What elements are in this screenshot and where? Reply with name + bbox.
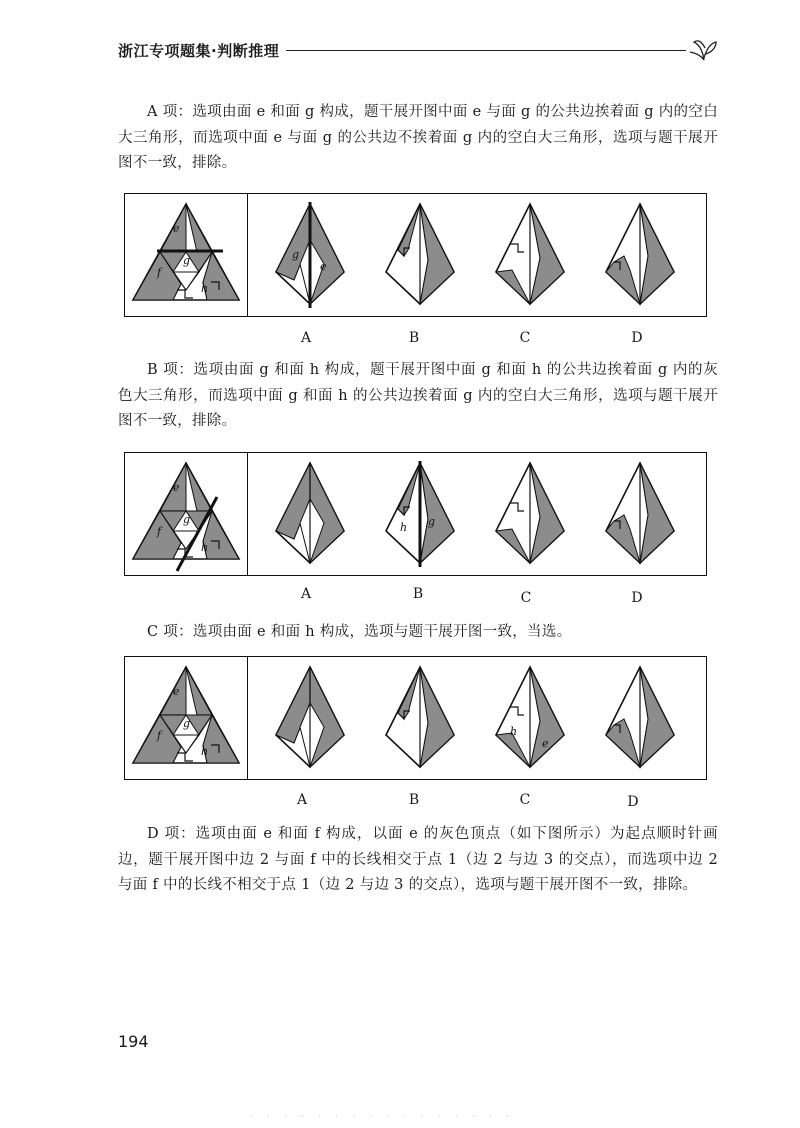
- running-header: [118, 34, 728, 64]
- net-svg: [125, 453, 247, 575]
- net-label-g: g: [183, 717, 191, 730]
- option-b-shape: [380, 200, 460, 310]
- option-face-label: g: [292, 248, 300, 261]
- option-label-c: C: [519, 792, 531, 808]
- net-label-e: e: [173, 685, 180, 698]
- option-label-a: A: [300, 586, 312, 602]
- option-d-shape: [600, 459, 680, 569]
- option-a-shape: [270, 459, 350, 569]
- net-label-f: f: [157, 525, 162, 538]
- option-b-shape: [380, 663, 460, 773]
- net-label-f: f: [157, 266, 162, 279]
- net-label-h: h: [201, 282, 209, 295]
- option-face-label: h: [510, 725, 518, 738]
- option-c-shape: [490, 200, 570, 310]
- header-title: 浙江专项题集·判断推理: [118, 42, 280, 60]
- paragraph-option-b: B 项：选项由面 g 和面 h 构成，题干展开图中面 g 和面 h 的公共边挨着面 g 内的灰色大三角形，而选项中面 g 和面 h 的公共边挨着面 g 内的空白大三角形，选项与题干展开图不一致，排除。: [118, 362, 718, 429]
- option-label-b: B: [408, 330, 420, 346]
- sprout-icon: [686, 34, 720, 62]
- net-label-g: g: [183, 254, 191, 267]
- option-a-shape: [270, 663, 350, 773]
- net-label-f: f: [157, 729, 162, 742]
- options-panel: [247, 193, 707, 317]
- option-b-shape: [380, 459, 460, 569]
- option-label-d: D: [631, 330, 643, 346]
- figure-1: [124, 193, 708, 317]
- page-number: 194: [118, 1032, 149, 1051]
- option-label-a: A: [300, 330, 312, 346]
- scan-noise: · · · · · · · · · · · · · · · ·: [250, 1112, 515, 1121]
- option-d-shape: [600, 663, 680, 773]
- option-label-c: C: [519, 330, 531, 346]
- option-c-shape: [490, 459, 570, 569]
- option-face-label: e: [320, 260, 327, 273]
- option-face-label: g: [428, 515, 436, 528]
- options-panel: [247, 656, 707, 780]
- paragraph-option-d: D 项：选项由面 e 和面 f 构成，以面 e 的灰色顶点（如下图所示）为起点顺时针画边，题干展开图中边 2 与面 f 中的长线相交于点 1（边 2 与边 3 的交点），而选项中边 2 与面 f 中的长线不相交于点 1（边 2 与边 3 的交点），选项与题干展开图不一致，排除。: [118, 826, 718, 893]
- net-label-e: e: [173, 222, 180, 235]
- net-label-h: h: [201, 541, 209, 554]
- net-diagram: [124, 452, 248, 576]
- options-panel: [247, 452, 707, 576]
- paragraph-option-a: A 项：选项由面 e 和面 g 构成，题干展开图中面 e 与面 g 的公共边挨着面 g 内的空白大三角形，而选项中面 e 与面 g 的公共边不挨着面 g 内的空白大三角形，选项与题干展开图不一致，排除。: [118, 104, 718, 171]
- net-label-e: e: [173, 481, 180, 494]
- paragraph-option-c: C 项：选项由面 e 和面 h 构成，选项与题干展开图一致，当选。: [147, 624, 572, 640]
- option-label-b: B: [412, 586, 424, 602]
- net-label-g: g: [183, 513, 191, 526]
- net-diagram: [124, 193, 248, 317]
- option-a-shape: [270, 200, 350, 310]
- net-label-h: h: [201, 745, 209, 758]
- net-svg: [125, 657, 247, 779]
- figure-2: [124, 452, 708, 576]
- header-rule: [286, 50, 686, 51]
- net-diagram: [124, 656, 248, 780]
- option-label-b: B: [408, 792, 420, 808]
- option-label-d: D: [631, 590, 643, 606]
- option-label-c: C: [520, 590, 532, 606]
- option-face-label: h: [400, 521, 408, 534]
- option-label-d: D: [627, 794, 639, 810]
- option-c-shape: [490, 663, 570, 773]
- option-face-label: e: [542, 737, 549, 750]
- option-label-a: A: [296, 792, 308, 808]
- figure-3: [124, 656, 708, 780]
- net-svg: [125, 194, 247, 316]
- option-d-shape: [600, 200, 680, 310]
